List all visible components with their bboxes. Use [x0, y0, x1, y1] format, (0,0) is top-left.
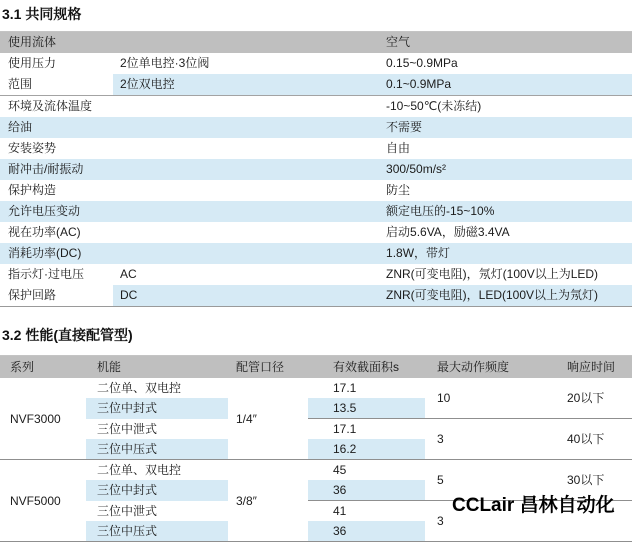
area-cell: 45 — [333, 463, 347, 477]
spec-label: 视在功率(AC) — [8, 225, 81, 239]
spec-row — [0, 243, 632, 264]
spec-value: -10~50℃(未冻结) — [386, 99, 482, 113]
spec-row — [0, 222, 632, 243]
spec-label: 保护构造 — [8, 183, 57, 197]
area-cell: 41 — [308, 501, 425, 522]
function-cell: 三位中压式 — [86, 521, 228, 542]
area-cell: 36 — [308, 480, 425, 501]
column-header: 系列 — [0, 356, 86, 379]
spec-value: 0.1~0.9MPa — [383, 74, 632, 96]
area-cell: 13.5 — [308, 398, 425, 419]
spec-label — [0, 53, 113, 96]
spec-label-line: 指示灯·过电压 — [8, 267, 84, 281]
frequency-cell: 5 — [437, 473, 444, 487]
spec-value: 0.15~0.9MPa — [386, 56, 458, 70]
spec-value: ZNR(可变电阻)，LED(100V以上为氖灯) — [383, 285, 632, 307]
response-cell: 20以下 — [567, 391, 605, 405]
spec-label-line: 使用压力 — [8, 56, 57, 70]
function-cell: 三位中压式 — [86, 439, 228, 460]
spec-label: 给油 — [0, 117, 383, 138]
spec-value: 启动5.6VA，励磁3.4VA — [386, 225, 510, 239]
column-header: 机能 — [86, 356, 228, 379]
column-header: 响应时间 — [545, 356, 632, 379]
area-cell: 16.2 — [308, 439, 425, 460]
spec-value: 1.8W，带灯 — [383, 243, 632, 264]
column-header: 最大动作频度 — [425, 356, 545, 379]
area-cell: 17.1 — [308, 419, 425, 440]
frequency-cell: 3 — [425, 419, 545, 460]
frequency-cell: 10 — [437, 391, 451, 405]
spec-label: 耐冲击/耐振动 — [0, 159, 383, 180]
function-cell: 三位中封式 — [86, 398, 228, 419]
area-cell: 36 — [308, 521, 425, 542]
spec-row — [0, 53, 632, 74]
spec-row — [0, 264, 632, 285]
spec-label: 安装姿势 — [8, 141, 57, 155]
spec-condition: 2位双电控 — [113, 74, 383, 96]
spec-value: 不需要 — [383, 117, 632, 138]
performance-header-row — [0, 356, 632, 379]
spec-condition: DC — [113, 285, 383, 307]
function-cell: 三位中封式 — [86, 480, 228, 501]
column-header: 有效截面积s — [308, 356, 425, 379]
spec-condition: AC — [120, 267, 137, 281]
spec-row — [0, 159, 632, 180]
function-cell: 二位单、双电控 — [97, 463, 182, 477]
performance-row — [0, 378, 632, 398]
spec-value: 防尘 — [386, 183, 411, 197]
function-cell: 二位单、双电控 — [97, 381, 182, 395]
section-title-common-specs: 3.1 共同规格 — [2, 6, 82, 22]
response-cell: 30以下 — [567, 473, 605, 487]
spec-row — [0, 201, 632, 222]
watermark-cclair: CCLair 昌林自动化 — [452, 495, 615, 516]
spec-row — [0, 32, 632, 54]
spec-label: 消耗功率(DC) — [0, 243, 383, 264]
spec-label — [0, 264, 113, 307]
spec-condition: 2位单电控·3位阀 — [120, 56, 210, 70]
spec-value: 空气 — [383, 32, 632, 54]
performance-row — [0, 460, 632, 481]
series-cell: NVF5000 — [10, 493, 61, 508]
spec-label: 允许电压变动 — [0, 201, 383, 222]
frequency-cell: 3 — [425, 501, 545, 542]
spec-row — [0, 117, 632, 138]
performance-row — [0, 419, 632, 440]
function-cell: 三位中泄式 — [97, 503, 158, 518]
spec-value: 自由 — [386, 141, 411, 155]
common-specs-table — [0, 31, 632, 307]
series-cell: NVF3000 — [10, 411, 61, 426]
spec-value: 300/50m/s² — [383, 159, 632, 180]
function-cell: 三位中泄式 — [97, 421, 158, 436]
spec-label-line: 范围 — [8, 77, 33, 91]
series-group — [0, 378, 632, 460]
spec-value: 额定电压的-15~10% — [383, 201, 632, 222]
spec-label-line: 保护回路 — [8, 288, 57, 302]
spec-label: 环境及流体温度 — [8, 99, 93, 113]
spec-row — [0, 96, 632, 118]
spec-row — [0, 180, 632, 201]
column-header: 配管口径 — [228, 356, 308, 379]
port-size-cell: 1/4″ — [236, 411, 257, 426]
port-size-cell: 3/8″ — [236, 493, 257, 508]
section-title-performance: 3.2 性能(直接配管型) — [2, 327, 133, 343]
spec-value: ZNR(可变电阻)，氖灯(100V以上为LED) — [386, 267, 599, 281]
spec-row — [0, 138, 632, 159]
response-cell: 40以下 — [545, 419, 632, 460]
spec-label: 使用流体 — [0, 32, 383, 54]
area-cell: 17.1 — [333, 381, 357, 395]
